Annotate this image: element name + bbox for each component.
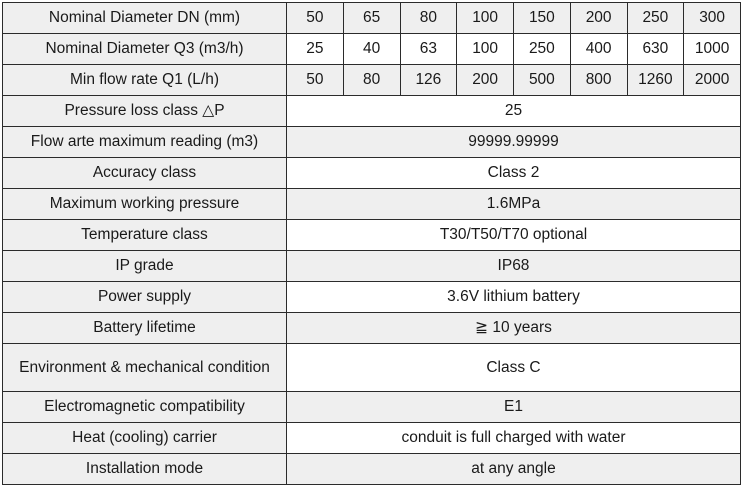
table-row-ip-grade [3, 251, 741, 282]
table-row-battery-lifetime [3, 313, 741, 344]
table-cell: 400 [570, 34, 627, 65]
row-label: Pressure loss class △P [3, 96, 287, 127]
row-label: Heat (cooling) carrier [3, 423, 287, 454]
row-label: IP grade [3, 251, 287, 282]
table-cell: 200 [457, 65, 514, 96]
table-cell: 1000 [684, 34, 741, 65]
table-row-pressure-loss-class [3, 96, 741, 127]
table-cell: 200 [570, 3, 627, 34]
table-cell: 40 [343, 34, 400, 65]
row-value: Class C [287, 344, 741, 392]
specification-table [2, 2, 741, 485]
table-cell: 1260 [627, 65, 684, 96]
table-cell: 63 [400, 34, 457, 65]
row-value: 25 [287, 96, 741, 127]
row-label: Power supply [3, 282, 287, 313]
row-label: Accuracy class [3, 158, 287, 189]
table-cell: 126 [400, 65, 457, 96]
table-cell: 500 [514, 65, 571, 96]
table-cell: 25 [287, 34, 344, 65]
row-value: ≧ 10 years [287, 313, 741, 344]
table-cell: 80 [400, 3, 457, 34]
table-cell: 630 [627, 34, 684, 65]
row-value: T30/T50/T70 optional [287, 220, 741, 251]
row-value: conduit is full charged with water [287, 423, 741, 454]
table-cell: 150 [514, 3, 571, 34]
row-label: Nominal Diameter DN (mm) [3, 3, 287, 34]
table-row-temperature-class [3, 220, 741, 251]
table-row-installation-mode [3, 454, 741, 485]
row-value: 99999.99999 [287, 127, 741, 158]
table-cell: 50 [287, 3, 344, 34]
row-label: Maximum working pressure [3, 189, 287, 220]
row-value: Class 2 [287, 158, 741, 189]
row-value: at any angle [287, 454, 741, 485]
table-cell: 2000 [684, 65, 741, 96]
table-cell: 50 [287, 65, 344, 96]
table-row-electromagnetic-compatibility [3, 392, 741, 423]
table-row-max-reading [3, 127, 741, 158]
row-label: Temperature class [3, 220, 287, 251]
table-cell: 65 [343, 3, 400, 34]
table-cell: 80 [343, 65, 400, 96]
table-row-environment-condition [3, 344, 741, 392]
row-label: Installation mode [3, 454, 287, 485]
row-label: Nominal Diameter Q3 (m3/h) [3, 34, 287, 65]
row-value: 1.6MPa [287, 189, 741, 220]
table-row-min-flow-q1 [3, 65, 741, 96]
table-row-nominal-diameter-dn [3, 3, 741, 34]
table-cell: 100 [457, 34, 514, 65]
table-row-accuracy-class [3, 158, 741, 189]
row-label: Flow arte maximum reading (m3) [3, 127, 287, 158]
row-label: Min flow rate Q1 (L/h) [3, 65, 287, 96]
row-value: E1 [287, 392, 741, 423]
table-row-power-supply [3, 282, 741, 313]
row-value: 3.6V lithium battery [287, 282, 741, 313]
table-row-nominal-flow-q3 [3, 34, 741, 65]
row-label: Environment & mechanical condition [3, 344, 287, 392]
table-cell: 250 [627, 3, 684, 34]
table-cell: 250 [514, 34, 571, 65]
table-row-max-working-pressure [3, 189, 741, 220]
row-value: IP68 [287, 251, 741, 282]
table-cell: 800 [570, 65, 627, 96]
row-label: Battery lifetime [3, 313, 287, 344]
table-cell: 100 [457, 3, 514, 34]
row-label: Electromagnetic compatibility [3, 392, 287, 423]
table-row-heat-carrier [3, 423, 741, 454]
table-cell: 300 [684, 3, 741, 34]
